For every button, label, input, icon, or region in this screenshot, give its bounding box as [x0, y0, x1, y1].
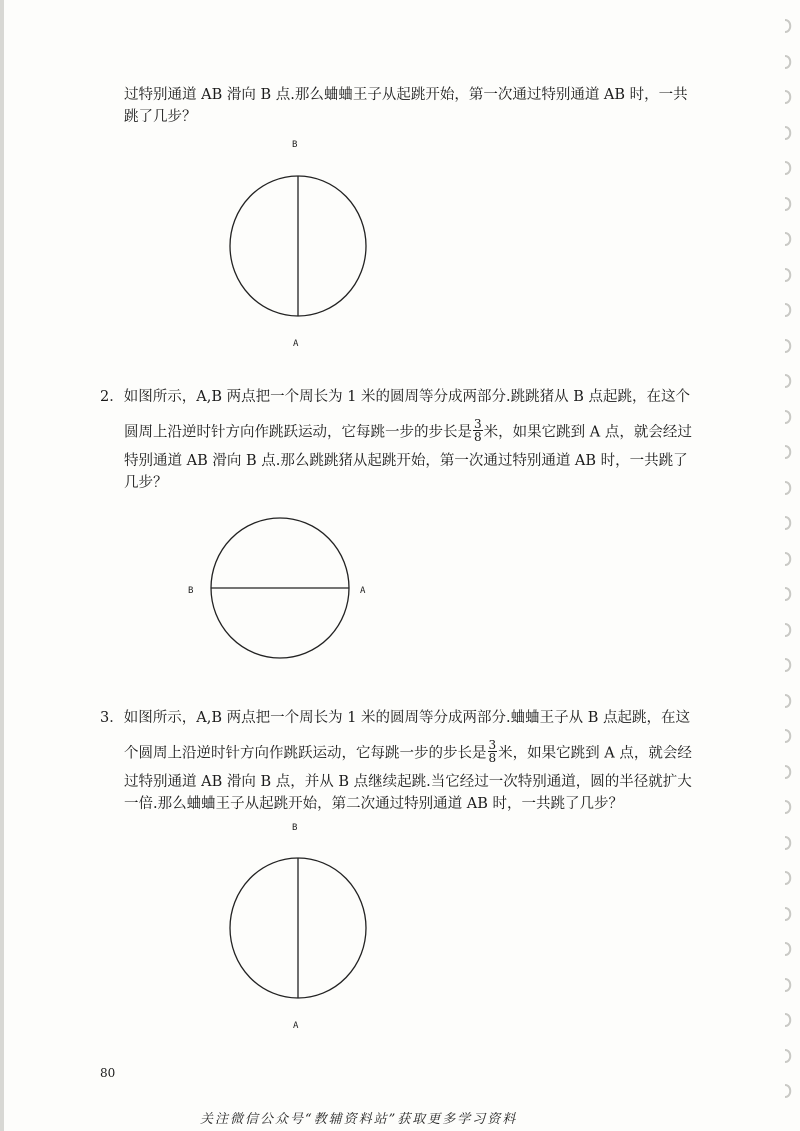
figure1-label-a: A [293, 339, 299, 349]
footer-note: 关注微信公众号“教辅资料站”获取更多学习资料 [200, 1112, 518, 1127]
figure3-label-a: A [293, 1021, 299, 1031]
problem2-line3: 特别通道 AB 滑向 B 点.那么跳跳猪从起跳开始，第一次通过特别通道 AB 时，一共跳了 [124, 453, 688, 469]
binder-ring-icon [782, 54, 794, 70]
problem3-line3: 过特别通道 AB 滑向 B 点，并从 B 点继续起跳.当它经过一次特别通道，圆的半径就扩大 [124, 774, 692, 790]
figure2-circle-diagram [209, 516, 351, 660]
binder-ring-icon [782, 231, 794, 247]
problem2-line2-after: 米，如果它跳到 A 点，就会经过 [483, 424, 692, 441]
binder-ring-icon [782, 941, 794, 957]
binder-ring-icon [782, 373, 794, 389]
problem2-line2-before: 圆周上沿逆时针方向作跳跃运动，它每跳一步的步长是 [124, 424, 472, 441]
problem3-step-fraction: $\frac{3}{8}$ [488, 738, 497, 765]
binder-ring-icon [782, 977, 794, 993]
binder-ring-icon [782, 799, 794, 815]
binder-ring-icon [782, 835, 794, 851]
binder-ring-icon [782, 338, 794, 354]
problem1-line2: 跳了几步？ [124, 109, 197, 125]
problem2-text [100, 386, 692, 494]
problem2-step-fraction: $\frac{3}{8}$ [474, 417, 482, 444]
problem2-number: 2． [100, 389, 124, 405]
binder-ring-icon [782, 1048, 794, 1064]
binder-ring-icon [782, 267, 794, 283]
problem1-text [124, 84, 688, 128]
problem2-line4: 几步？ [124, 475, 168, 491]
page-edge [0, 0, 4, 1131]
binder-ring-icon [782, 196, 794, 212]
binder-ring-icon [782, 160, 794, 176]
figure2-label-b: B [188, 586, 194, 596]
binder-ring-icon [782, 89, 794, 105]
binder-ring-icon [782, 444, 794, 460]
binder-ring-icon [782, 302, 794, 318]
binder-ring-icon [782, 1012, 794, 1028]
page-number: 80 [100, 1066, 116, 1080]
binder-ring-icon [782, 551, 794, 567]
problem3-line1: 如图所示，A,B 两点把一个周长为 1 米的圆周等分成两部分.蛐蛐王子从 B 点起跳，在这 [123, 710, 691, 726]
binder-ring-icon [782, 586, 794, 602]
figure2-label-a: A [360, 586, 366, 596]
binder-ring-icon [782, 764, 794, 780]
binder-ring-icon [782, 657, 794, 673]
binder-ring-icon [782, 693, 794, 709]
binder-ring-icon [782, 480, 794, 496]
binder-ring-icon [782, 728, 794, 744]
binder-ring-icon [782, 125, 794, 141]
figure1-circle-diagram [228, 174, 368, 318]
binder-ring-icon [782, 622, 794, 638]
binder-ring-icon [782, 18, 794, 34]
figure1-label-b: B [292, 140, 298, 150]
problem3-line4: 一倍.那么蛐蛐王子从起跳开始，第二次通过特别通道 AB 时，一共跳了几步？ [124, 796, 623, 812]
problem3-line2-after: 米，如果它跳到 A 点，就会经 [498, 745, 692, 762]
binder-ring-icon [782, 409, 794, 425]
problem3-line2-before: 个圆周上沿逆时针方向作跳跃运动，它每跳一步的步长是 [124, 745, 487, 762]
binder-ring-icon [782, 515, 794, 531]
problem1-line1: 过特别通道 AB 滑向 B 点.那么蛐蛐王子从起跳开始，第一次通过特别通道 AB 时，一共 [124, 87, 688, 103]
binder-ring-icon [782, 1083, 794, 1099]
binder-ring-icon [782, 906, 794, 922]
problem3-number: 3． [100, 710, 124, 726]
binder-ring-icon [782, 870, 794, 886]
binder-rings [778, 18, 800, 1128]
problem2-line1: 如图所示，A,B 两点把一个周长为 1 米的圆周等分成两部分.跳跳猪从 B 点起跳，在这个 [123, 389, 691, 405]
figure3-label-b: B [292, 823, 298, 833]
figure3-circle-diagram [228, 856, 368, 1000]
problem3-text [100, 707, 692, 815]
